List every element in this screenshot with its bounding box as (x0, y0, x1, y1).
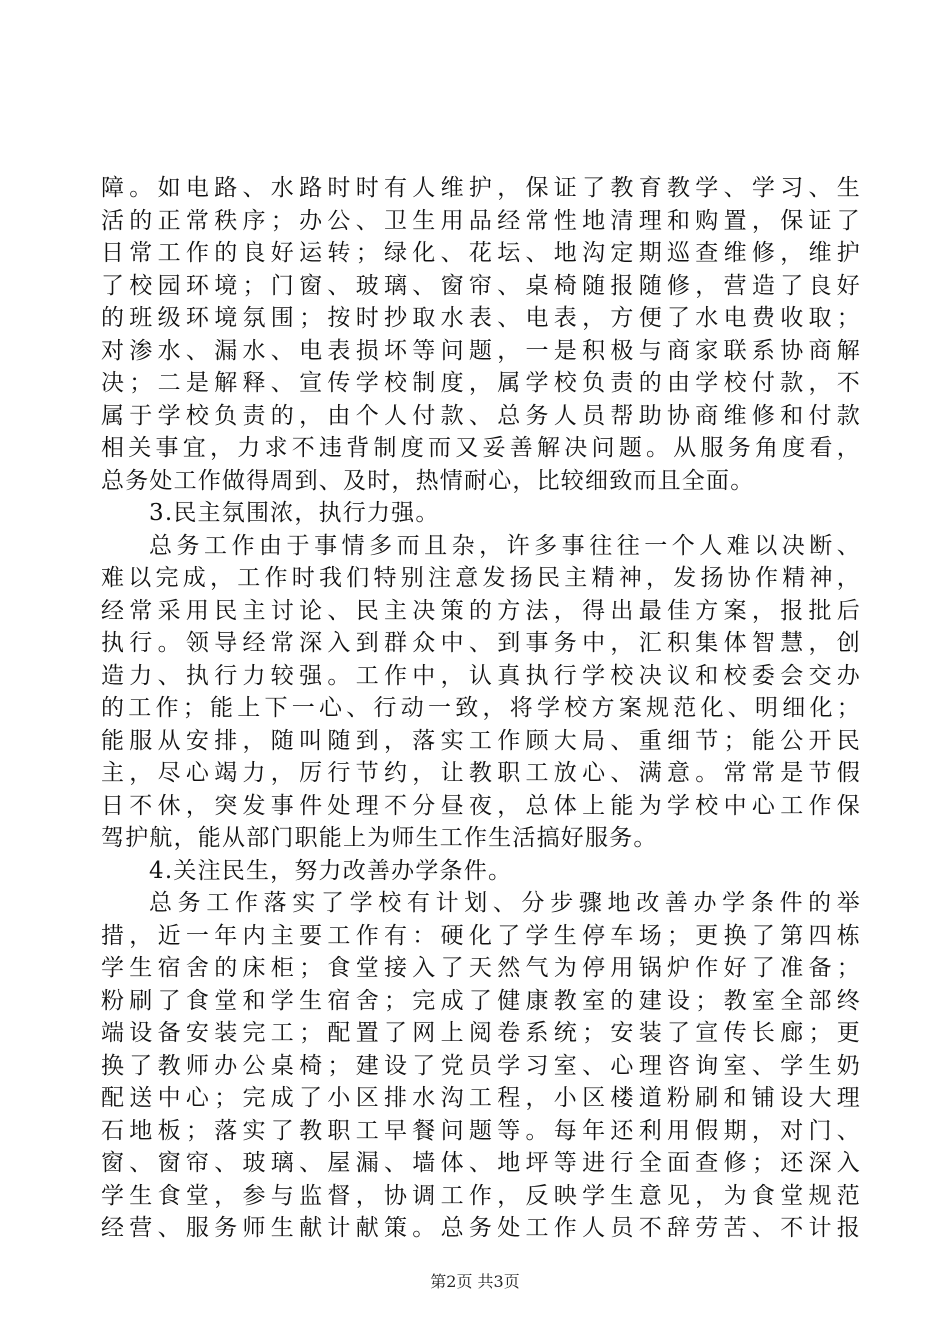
text-line: 造力、执行力较强。工作中，认真执行学校决议和校委会交办 (101, 662, 861, 689)
text-line: 相关事宜，力求不违背制度而又妥善解决问题。从服务角度看， (101, 435, 861, 461)
text-line: 学生宿舍的床柜；食堂接入了天然气为停用锅炉作好了准备； (101, 955, 861, 981)
text-line: 经营、服务师生献计献策。总务处工作人员不辞劳苦、不计报 (101, 1215, 861, 1241)
page-number-footer: 第2页 共3页 (430, 1272, 520, 1291)
document-body (101, 172, 861, 1245)
text-line: 日常工作的良好运转；绿化、花坛、地沟定期巡查维修，维护 (101, 240, 861, 266)
text-line: 窗、窗帘、玻璃、屋漏、墙体、地坪等进行全面查修；还深入 (101, 1150, 861, 1176)
text-line: 总务工作落实了学校有计划、分步骤地改善办学条件的举 (149, 890, 861, 916)
text-line: 总务工作由于事情多而且杂，许多事往往一个人难以决断、 (149, 532, 861, 559)
section-heading: 3.民主氛围浓，执行力强。 (149, 500, 440, 526)
text-line: 执行。领导经常深入到群众中、到事务中，汇积集体智慧，创 (101, 630, 861, 656)
text-line: 的工作；能上下一心、行动一致，将学校方案规范化、明细化； (101, 695, 861, 721)
section-heading: 4.关注民生，努力改善办学条件。 (149, 857, 513, 884)
text-line: 决；二是解释、宣传学校制度，属学校负责的由学校付款，不 (101, 370, 861, 396)
text-line: 属于学校负责的，由个人付款、总务人员帮助协商维修和付款 (101, 402, 861, 429)
text-line: 端设备安装完工；配置了网上阅卷系统；安装了宣传长廊；更 (101, 1020, 861, 1046)
text-line: 措，近一年内主要工作有：硬化了学生停车场；更换了第四栋 (101, 922, 861, 949)
text-line: 经常采用民主讨论、民主决策的方法，得出最佳方案，报批后 (101, 597, 861, 624)
text-line: 主，尽心竭力，厉行节约，让教职工放心、满意。常常是节假 (101, 760, 861, 786)
text-line: 驾护航，能从部门职能上为师生工作生活搞好服务。 (101, 825, 658, 851)
text-line: 学生食堂，参与监督，协调工作，反映学生意见，为食堂规范 (101, 1182, 861, 1209)
text-line: 活的正常秩序；办公、卫生用品经常性地清理和购置，保证了 (101, 207, 861, 234)
text-line: 总务处工作做得周到、及时，热情耐心，比较细致而且全面。 (101, 467, 755, 494)
text-line: 配送中心；完成了小区排水沟工程，小区楼道粉刷和铺设大理 (101, 1085, 861, 1111)
text-line: 了校园环境；门窗、玻璃、窗帘、桌椅随报随修，营造了良好 (101, 272, 861, 299)
text-line: 粉刷了食堂和学生宿舍；完成了健康教室的建设；教室全部终 (101, 987, 861, 1014)
text-line: 日不休，突发事件处理不分昼夜，总体上能为学校中心工作保 (101, 792, 861, 819)
text-line: 能服从安排，随叫随到，落实工作顾大局、重细节；能公开民 (101, 727, 861, 754)
text-line: 的班级环境氛围；按时抄取水表、电表，方便了水电费收取； (101, 305, 861, 331)
text-line: 石地板；落实了教职工早餐问题等。每年还利用假期，对门、 (101, 1117, 861, 1144)
text-line: 障。如电路、水路时时有人维护，保证了教育教学、学习、生 (101, 175, 861, 201)
text-line: 对渗水、漏水、电表损坏等问题，一是积极与商家联系协商解 (101, 337, 861, 364)
text-line: 换了教师办公桌椅；建设了党员学习室、心理咨询室、学生奶 (101, 1052, 861, 1079)
text-line: 难以完成，工作时我们特别注意发扬民主精神，发扬协作精神， (101, 565, 861, 591)
